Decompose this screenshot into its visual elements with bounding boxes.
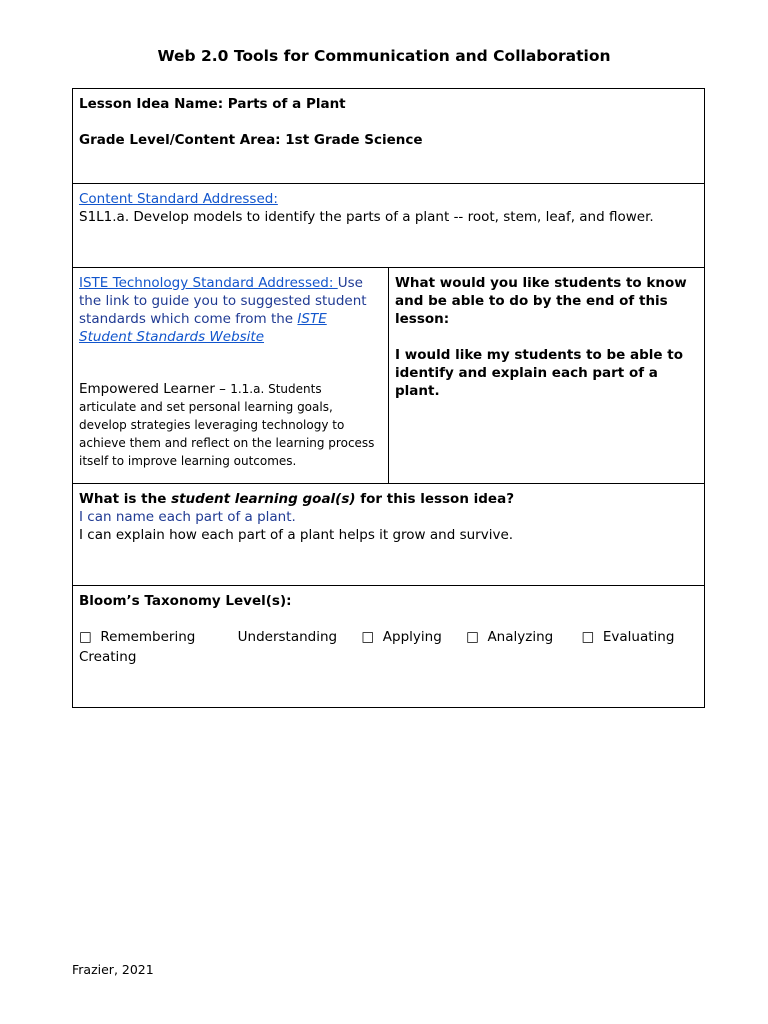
checkbox-icon: □ [79,629,92,645]
bloom-label-analyzing: Analyzing [487,629,554,645]
iste-guide-text: Use the link to guide you to suggested student standards which come from the [79,275,367,327]
bloom-option-remembering[interactable] [79,628,195,646]
outcome-answer: I would like my students to be able to identify and explain each part of a plant. [395,347,684,399]
empowered-learner-label: Empowered Learner – [79,381,231,397]
checkbox-icon: □ [466,629,479,645]
goals-question-suffix: for this lesson idea? [355,491,515,507]
outcome-question: What would you like students to know and be able to do by the end of this lesson: [395,275,687,327]
checkbox-icon: □ [581,629,595,645]
document-title: Web 2.0 Tools for Communication and Collaboration [157,47,611,65]
goals-question-prefix: What is the [79,491,172,507]
bloom-label-evaluating: Evaluating [602,629,675,645]
bloom-option-analyzing[interactable] [466,628,553,646]
goals-question [79,490,698,508]
bloom-options [79,628,698,646]
goals-cell [73,484,705,586]
empowered-learner [79,380,382,470]
bloom-row [73,586,705,708]
lesson-plan-table [72,88,705,708]
bloom-label-remembering: Remembering [100,629,196,645]
iste-standards-link[interactable]: ISTE Student Standards Website [79,311,327,345]
lesson-info-row [73,89,705,184]
lesson-name: Lesson Idea Name: Parts of a Plant [79,96,346,112]
empowered-learner-text: 1.1.a. Students articulate and set personal learning goals, develop strategies leveraging technology to achieve them and reflect on the learning process itself to improve learning outcomes. [79,382,375,468]
bloom-cell [73,586,705,708]
content-standard-heading[interactable]: Content Standard Addressed: [79,191,278,207]
footer-citation: Frazier, 2021 [72,962,154,977]
checkbox-icon: □ [361,629,375,645]
iste-guide [79,274,382,346]
content-standard-row [73,184,705,268]
bloom-label-applying: Applying [382,629,442,645]
content-standard-text: S1L1.a. Develop models to identify the parts of a plant -- root, stem, leaf, and flower. [79,209,654,225]
iste-cell [73,268,389,484]
bloom-option-evaluating[interactable] [582,628,675,646]
outcome-cell [389,268,705,484]
bloom-option-creating[interactable]: Creating [79,649,137,665]
bloom-option-applying[interactable] [361,628,441,646]
goal-1: I can name each part of a plant. [79,509,296,525]
grade-level: Grade Level/Content Area: 1st Grade Science [79,132,423,148]
goals-row [73,484,705,586]
goals-question-emphasis: student learning goal(s) [171,491,356,507]
lesson-info-cell [73,89,705,184]
iste-row [73,268,705,484]
content-standard-cell [73,184,705,268]
bloom-option-understanding[interactable] [238,628,337,646]
goal-2: I can explain how each part of a plant helps it grow and survive. [79,527,514,543]
bloom-label-understanding: Understanding [237,629,338,645]
bloom-heading: Bloom’s Taxonomy Level(s): [79,593,292,609]
iste-heading-link[interactable]: ISTE Technology Standard Addressed: [79,275,338,291]
